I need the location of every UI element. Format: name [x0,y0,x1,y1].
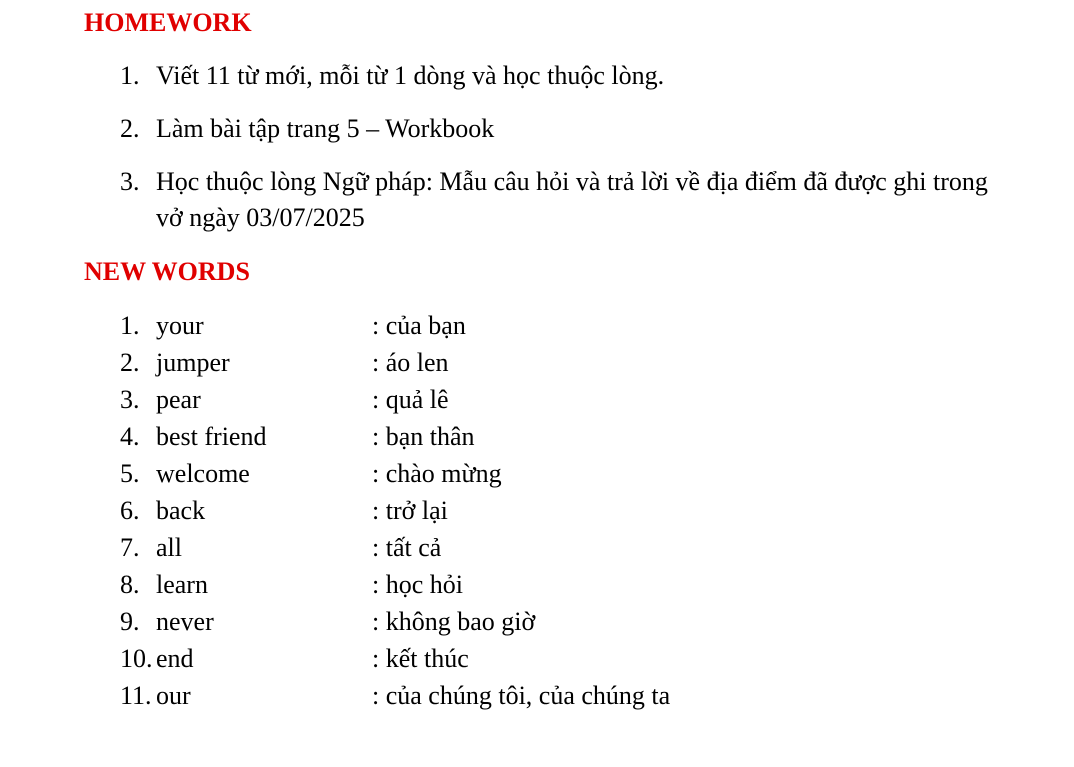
vocabulary-meaning: : học hỏi [372,570,463,599]
vocabulary-word: pear [156,385,201,414]
vocabulary-row [120,603,820,640]
vocabulary-word: all [156,533,182,562]
vocabulary-number: 7. [120,533,140,562]
vocabulary-row [120,455,820,492]
vocabulary-meaning: : bạn thân [372,422,475,451]
vocabulary-row [120,529,820,566]
vocabulary-word: best friend [156,422,267,451]
vocabulary-number: 8. [120,570,140,599]
vocabulary-number: 2. [120,348,140,377]
homework-item-text: Học thuộc lòng Ngữ pháp: Mẫu câu hỏi và trả lời về địa điểm đã được ghi trong vở ngày 03/07/2025 [156,167,988,232]
vocabulary-number: 9. [120,607,140,636]
vocabulary-row [120,418,820,455]
vocabulary-word: never [156,607,214,636]
vocabulary-word: learn [156,570,208,599]
vocabulary-row [120,381,820,418]
homework-item [120,58,1020,94]
vocabulary-number: 1. [120,311,140,340]
homework-item [120,164,1020,236]
vocabulary-number: 6. [120,496,140,525]
vocabulary-meaning: : của bạn [372,311,466,340]
vocabulary-word: jumper [156,348,230,377]
vocabulary-word: back [156,496,206,525]
homework-item [120,111,1020,147]
vocabulary-word: end [156,644,194,673]
vocabulary-number: 3. [120,385,140,414]
vocabulary-row [120,492,820,529]
vocabulary-meaning: : tất cả [372,533,442,562]
vocabulary-row [120,640,820,677]
vocabulary-meaning: : quả lê [372,385,449,414]
vocabulary-word: our [156,681,191,710]
vocabulary-meaning: : chào mừng [372,459,502,488]
vocabulary-number: 11. [120,681,152,710]
homework-heading: HOMEWORK [84,8,252,37]
vocabulary-row [120,566,820,603]
vocabulary-number: 5. [120,459,140,488]
vocabulary-meaning: : áo len [372,348,449,377]
vocabulary-number: 10. [120,644,153,673]
vocabulary-meaning: : kết thúc [372,644,469,673]
vocabulary-meaning: : trở lại [372,496,448,525]
vocabulary-row [120,344,820,381]
homework-item-number: 3. [120,167,140,196]
vocabulary-number: 4. [120,422,140,451]
new-words-heading: NEW WORDS [84,257,250,286]
vocabulary-word: your [156,311,204,340]
homework-item-text: Làm bài tập trang 5 – Workbook [156,114,495,143]
vocabulary-row [120,307,820,344]
homework-item-number: 2. [120,114,140,143]
homework-item-number: 1. [120,61,140,90]
homework-item-text: Viết 11 từ mới, mỗi từ 1 dòng và học thuộc lòng. [156,61,665,90]
vocabulary-word: welcome [156,459,250,488]
vocabulary-row [120,677,820,714]
vocabulary-meaning: : của chúng tôi, của chúng ta [372,681,671,710]
vocabulary-meaning: : không bao giờ [372,607,536,636]
